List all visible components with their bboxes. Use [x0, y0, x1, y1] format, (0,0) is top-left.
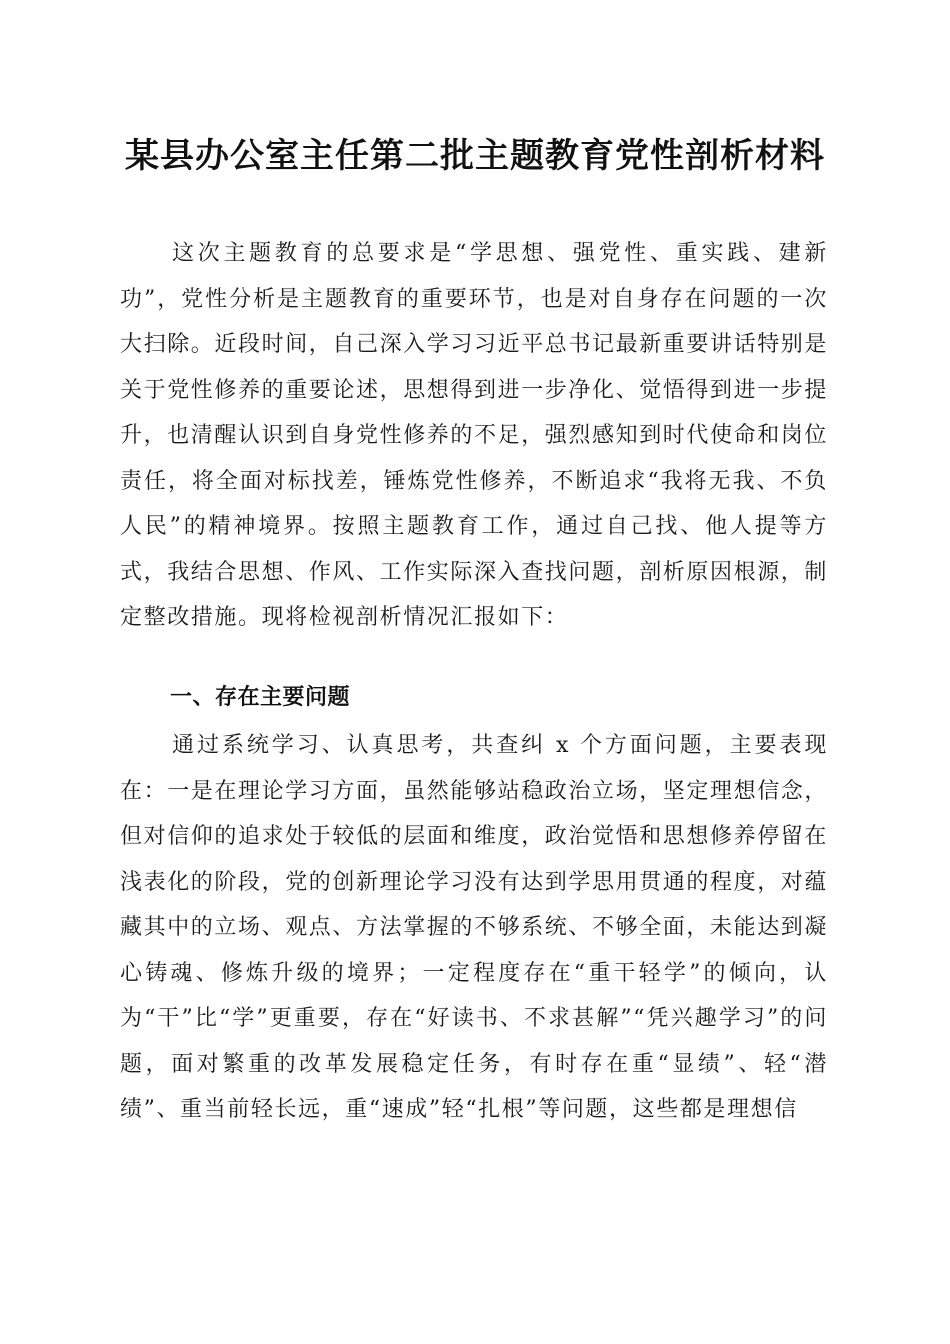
intro-paragraph: 这次主题教育的总要求是“学思想、强党性、重实践、建新功”，党性分析是主题教育的重要环节，也是对自身存在问题的一次大扫除。近段时间，自己深入学习习近平总书记最新重要讲话特别是关于党性修养的重要论述，思想得到进一步净化、觉悟得到进一步提升，也清醒认识到自身党性修养的不足，强烈感知到时代使命和岗位责任，将全面对标找差，锤炼党性修养，不断追求“我将无我、不负人民”的精神境界。按照主题教育工作，通过自己找、他人提等方式，我结合思想、作风、工作实际深入查找问题，剖析原因根源，制定整改措施。现将检视剖析情况汇报如下：	[120, 241, 829, 630]
problems-paragraph: 通过系统学习、认真思考，共查纠 x 个方面问题，主要表现在：一是在理论学习方面，虽然能够站稳政治立场，坚定理想信念，但对信仰的追求处于较低的层面和维度，政治觉悟和思想修养停留在浅表化的阶段，党的创新理论学习没有达到学思用贯通的程度，对蕴藏其中的立场、观点、方法掌握的不够系统、不够全面，未能达到凝心铸魂、修炼升级的境界；一定程度存在“重干轻学”的倾向，认为“干”比“学”更重要，存在“好读书、不求甚解”“凭兴趣学习”的问题，面对繁重的改革发展稳定任务，有时存在重“显绩”、轻“潜绩”、重当前轻长远，重“速成”轻“扎根”等问题，这些都是理想信	[120, 733, 829, 1122]
section-heading: 一、存在主要问题	[170, 685, 351, 710]
document-title: 某县办公室主任第二批主题教育党性剖析材料	[125, 136, 825, 176]
